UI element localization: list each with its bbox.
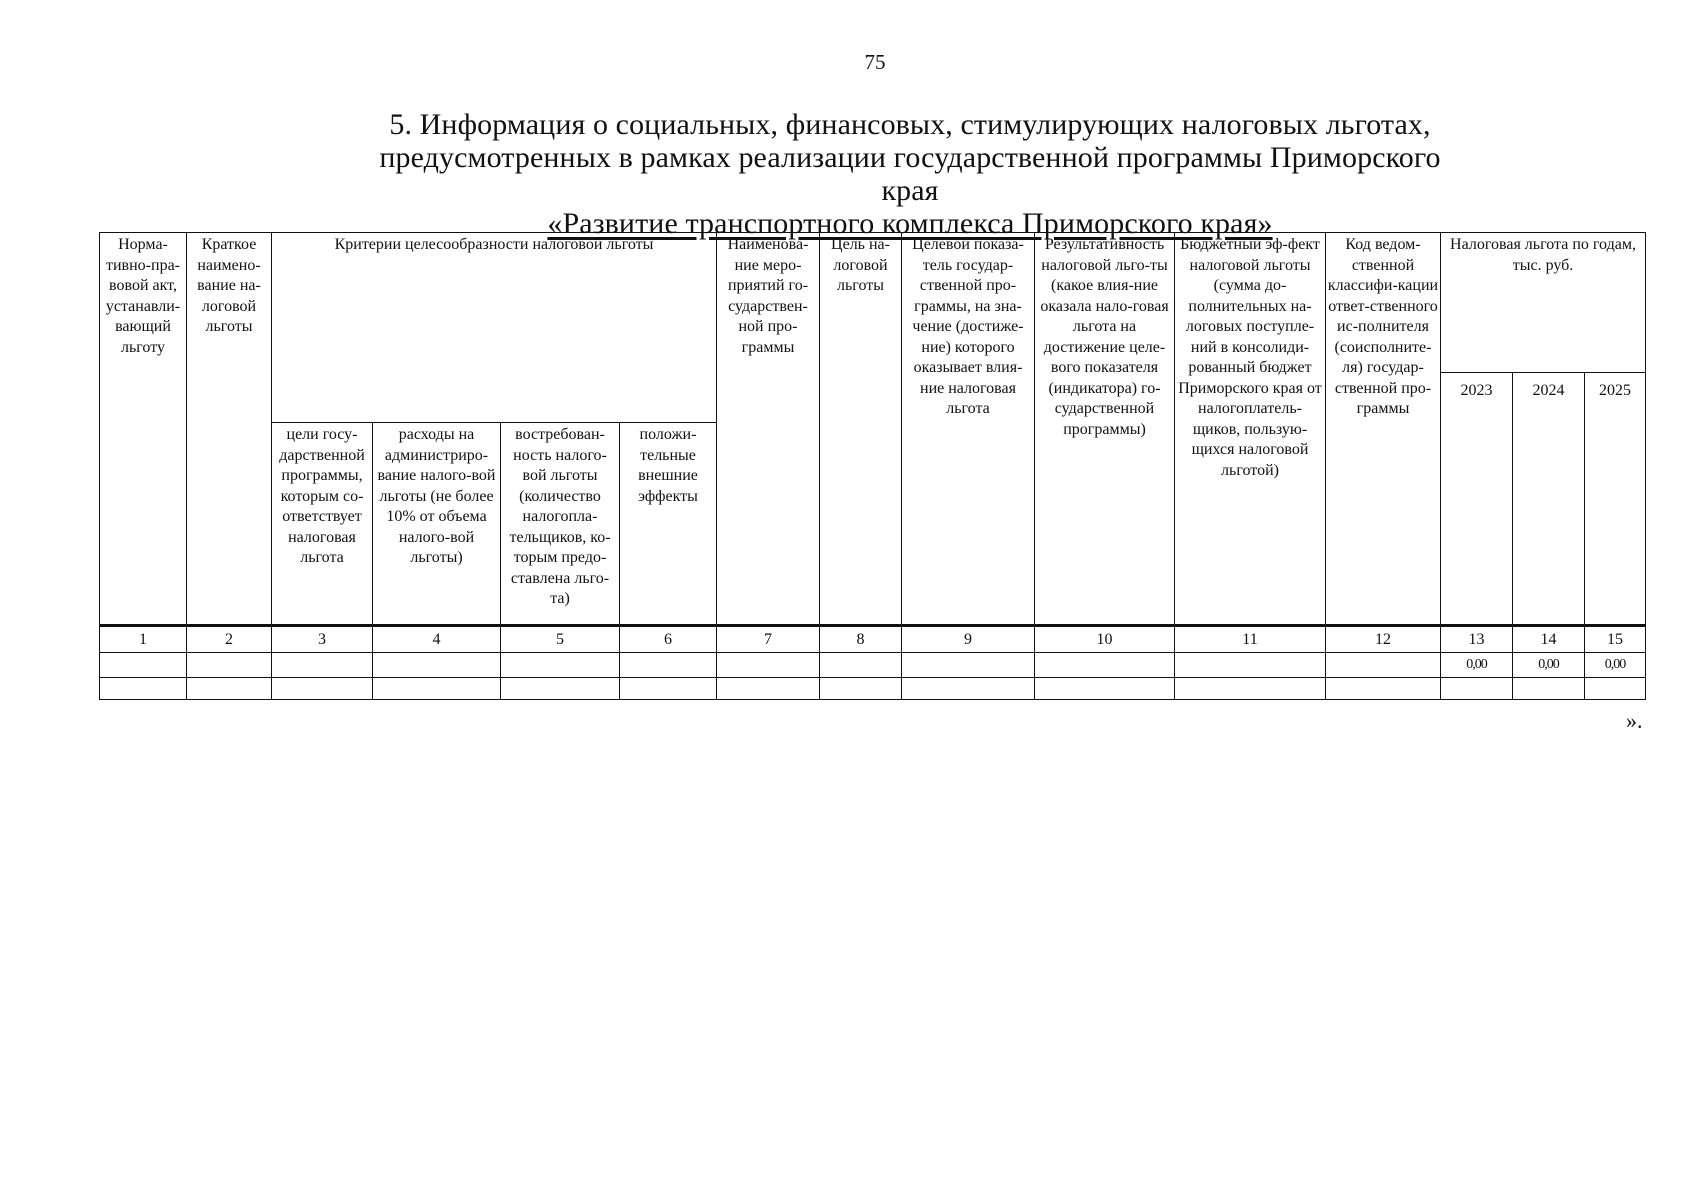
benefit-value-2024: 0,00 <box>1513 652 1585 678</box>
column-number: 5 <box>501 626 620 653</box>
column-number: 1 <box>100 626 187 653</box>
table-cell <box>1513 678 1585 700</box>
header-year-2023: 2023 <box>1441 373 1513 626</box>
column-number: 12 <box>1326 626 1441 653</box>
column-number: 9 <box>902 626 1035 653</box>
header-program-goals: цели госу-дарственной программы, которым со-ответствует налоговая льгота <box>272 423 373 626</box>
header-program-activities: Наименова-ние меро-приятий го-сударствен-ной про-граммы <box>717 233 820 626</box>
table-cell <box>272 652 373 678</box>
column-number: 15 <box>1585 626 1646 653</box>
table-cell <box>620 678 717 700</box>
header-criteria: Критерии целесообразности налоговой льготы <box>272 233 717 423</box>
benefit-value-2023: 0,00 <box>1441 652 1513 678</box>
table-cell <box>820 652 902 678</box>
column-number: 14 <box>1513 626 1585 653</box>
column-number: 11 <box>1175 626 1326 653</box>
column-number: 2 <box>187 626 272 653</box>
header-demand: востребован-ность налого-вой льготы (количество налогопла-тельщиков, ко-торым предо-ставлена льго-та) <box>501 423 620 626</box>
column-number: 4 <box>373 626 501 653</box>
column-numbers-row <box>100 626 1646 653</box>
table-cell <box>902 678 1035 700</box>
table-cell <box>1175 678 1326 700</box>
table-row <box>100 678 1646 700</box>
table-cell <box>1175 652 1326 678</box>
benefit-value-2025: 0,00 <box>1585 652 1646 678</box>
header-target-indicator: Целевой показа-тель государ-ственной про-граммы, на зна-чение (достиже-ние) которого оказывает влия-ние налоговая льгота <box>902 233 1035 626</box>
table-cell <box>1585 678 1646 700</box>
table-cell <box>1035 652 1175 678</box>
header-department-code: Код ведом-ственной классифи-кации ответ-ственного ис-полнителя (соисполните-ля) государ-ственной про-граммы <box>1326 233 1441 626</box>
closing-quote-mark: ». <box>1626 708 1643 733</box>
title-line-3: «Развитие транспортного комплекса Приморского края» <box>547 207 1273 240</box>
table-cell <box>100 678 187 700</box>
page-number: 75 <box>864 50 886 74</box>
table-cell <box>187 678 272 700</box>
table-cell <box>1441 678 1513 700</box>
header-benefit-name: Краткое наимено-вание на-логовой льготы <box>187 233 272 626</box>
table-cell <box>1326 652 1441 678</box>
header-effectiveness: Результативность налоговой льго-ты (какое влия-ние оказала нало-говая льгота на достижение целе-вого показателя (индикатора) го-сударственной программы) <box>1035 233 1175 626</box>
table-cell <box>717 678 820 700</box>
header-benefit-by-year: Налоговая льгота по годам, тыс. руб. <box>1441 233 1646 373</box>
header-external-effects: положи-тельные внешние эффекты <box>620 423 717 626</box>
table-cell <box>187 652 272 678</box>
header-budget-effect: Бюджетный эф-фект налоговой льготы (сумма до-полнительных на-логовых поступле-ний в консолиди-рованный бюджет Приморского края от налогоплатель-щиков, пользую-щихся налоговой льготой) <box>1175 233 1326 626</box>
title-line-1: 5. Информация о социальных, финансовых, стимулирующих налоговых льготах, <box>389 108 1431 141</box>
column-number: 10 <box>1035 626 1175 653</box>
table-cell <box>902 652 1035 678</box>
header-benefit-goal: Цель на-логовой льготы <box>820 233 902 626</box>
column-number: 13 <box>1441 626 1513 653</box>
table-cell <box>373 652 501 678</box>
table-cell <box>100 652 187 678</box>
tax-benefits-table <box>99 232 1646 700</box>
header-admin-costs: расходы на администриро-вание налого-вой льготы (не более 10% от объема налого-вой льготы) <box>373 423 501 626</box>
column-number: 3 <box>272 626 373 653</box>
table-cell <box>620 652 717 678</box>
column-number: 7 <box>717 626 820 653</box>
table-cell <box>373 678 501 700</box>
table-cell <box>272 678 373 700</box>
table-cell <box>717 652 820 678</box>
table-cell <box>501 652 620 678</box>
table-cell <box>1326 678 1441 700</box>
column-number: 8 <box>820 626 902 653</box>
table-cell <box>501 678 620 700</box>
table-cell <box>820 678 902 700</box>
document-title <box>370 108 1450 240</box>
table-cell <box>1035 678 1175 700</box>
column-number: 6 <box>620 626 717 653</box>
header-year-2025: 2025 <box>1585 373 1646 626</box>
title-line-2: предусмотренных в рамках реализации государственной программы Приморского края <box>379 141 1441 207</box>
header-year-2024: 2024 <box>1513 373 1585 626</box>
header-normative-act: Норма-тивно-пра-вовой акт, устанавли-вающий льготу <box>100 233 187 626</box>
table-row <box>100 652 1646 678</box>
